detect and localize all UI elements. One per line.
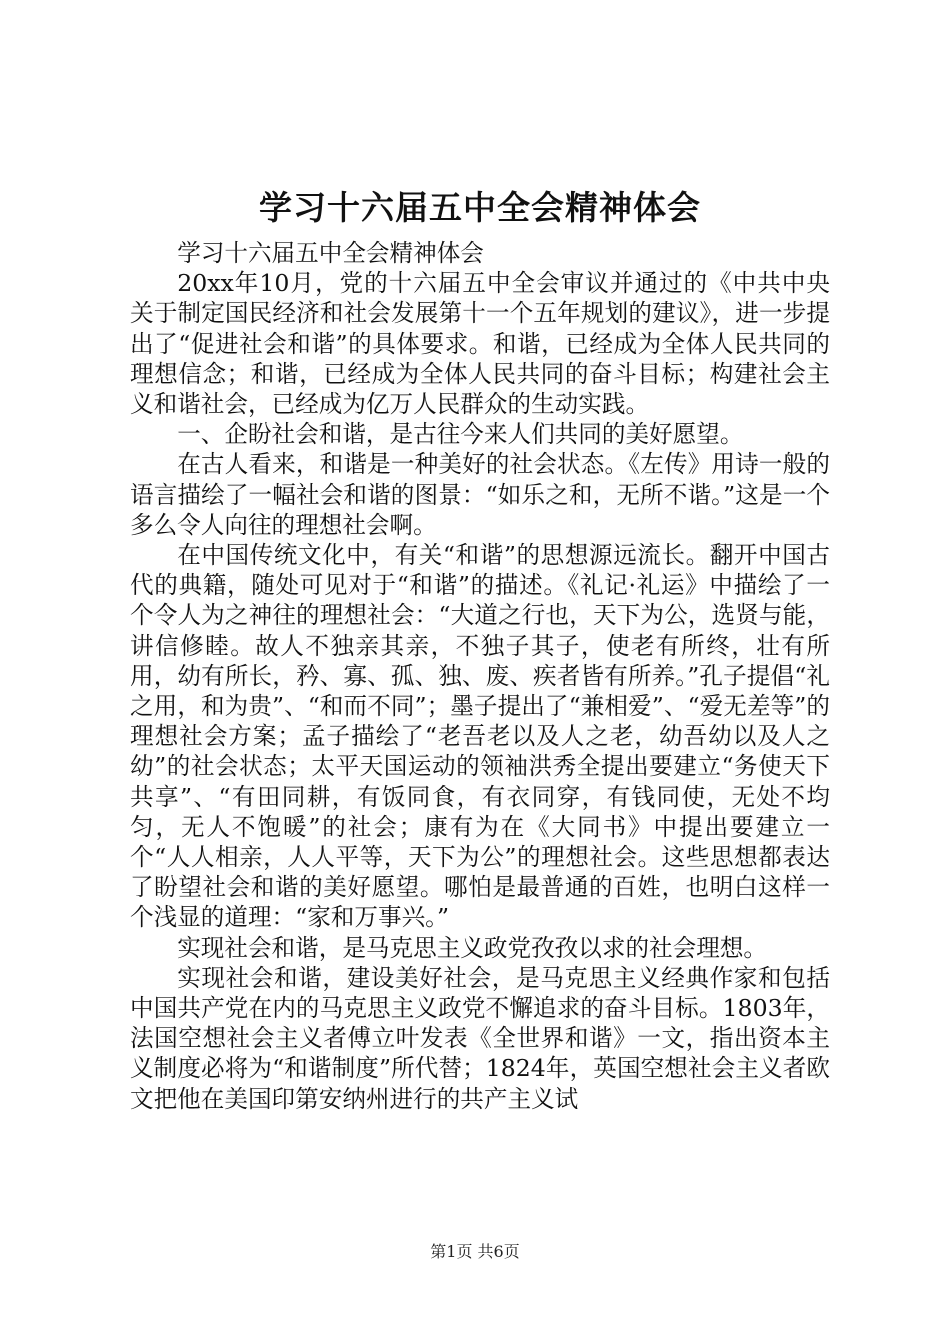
paragraph-marxism: 实现社会和谐，建设美好社会，是马克思主义经典作家和包括中国共产党在内的马克思主义政党不懈追求的奋斗目标。1803年，法国空想社会主义者傅立叶发表《全世界和谐》一文，指出资本主义制度必将为“和谐制度”所代替；1824年，英国空想社会主义者欧文把他在美国印第安纳州进行的共产主义试 <box>130 963 830 1113</box>
document-title: 学习十六届五中全会精神体会 <box>259 188 701 227</box>
section-heading-1: 一、企盼社会和谐，是古往今来人们共同的美好愿望。 <box>177 420 744 449</box>
section-heading-2: 实现社会和谐，是马克思主义政党孜孜以求的社会理想。 <box>177 933 768 962</box>
paragraph-tradition: 在中国传统文化中，有关“和谐”的思想源远流长。翻开中国古代的典籍，随处可见对于“和谐”的描述。《礼记·礼运》中描绘了一个令人为之神往的理想社会：“大道之行也，天下为公，选贤与能，讲信修睦。故人不独亲其亲，不独子其子，使老有所终，壮有所用，幼有所长，矜、寡、孤、独、废、疾者皆有所养。”孔子提倡“礼之用，和为贵”、“和而不同”；墨子提出了“兼相爱”、“爱无差等”的理想社会方案；孟子描绘了“老吾老以及人之老，幼吾幼以及人之幼”的社会状态；太平天国运动的领袖洪秀全提出要建立“务使天下共享”、“有田同耕，有饭同食，有衣同穿，有钱同使，无处不均匀，无人不饱暖”的社会；康有为在《大同书》中提出要建立一个“人人相亲，人人平等，天下为公”的理想社会。这些思想都表达了盼望社会和谐的美好愿望。哪怕是最普通的百姓，也明白这样一个浅显的道理：“家和万事兴。” <box>130 541 830 932</box>
paragraph-subtitle: 学习十六届五中全会精神体会 <box>177 239 484 267</box>
document-page <box>130 180 830 1114</box>
page-number-footer: 第1页 共6页 <box>430 1242 520 1261</box>
paragraph-intro: 20xx年10月，党的十六届五中全会审议并通过的《中共中央关于制定国民经济和社会发展第十一个五年规划的建议》，进一步提出了“促进社会和谐”的具体要求。和谐，已经成为全体人民共同的理想信念；和谐，已经成为全体人民共同的奋斗目标；构建社会主义和谐社会，已经成为亿万人民群众的生动实践。 <box>130 269 830 419</box>
paragraph-zuozhuan: 在古人看来，和谐是一种美好的社会状态。《左传》用诗一般的语言描绘了一幅社会和谐的图景：“如乐之和，无所不谐。”这是一个多么令人向往的理想社会啊。 <box>130 450 830 539</box>
document-body <box>130 238 830 1114</box>
